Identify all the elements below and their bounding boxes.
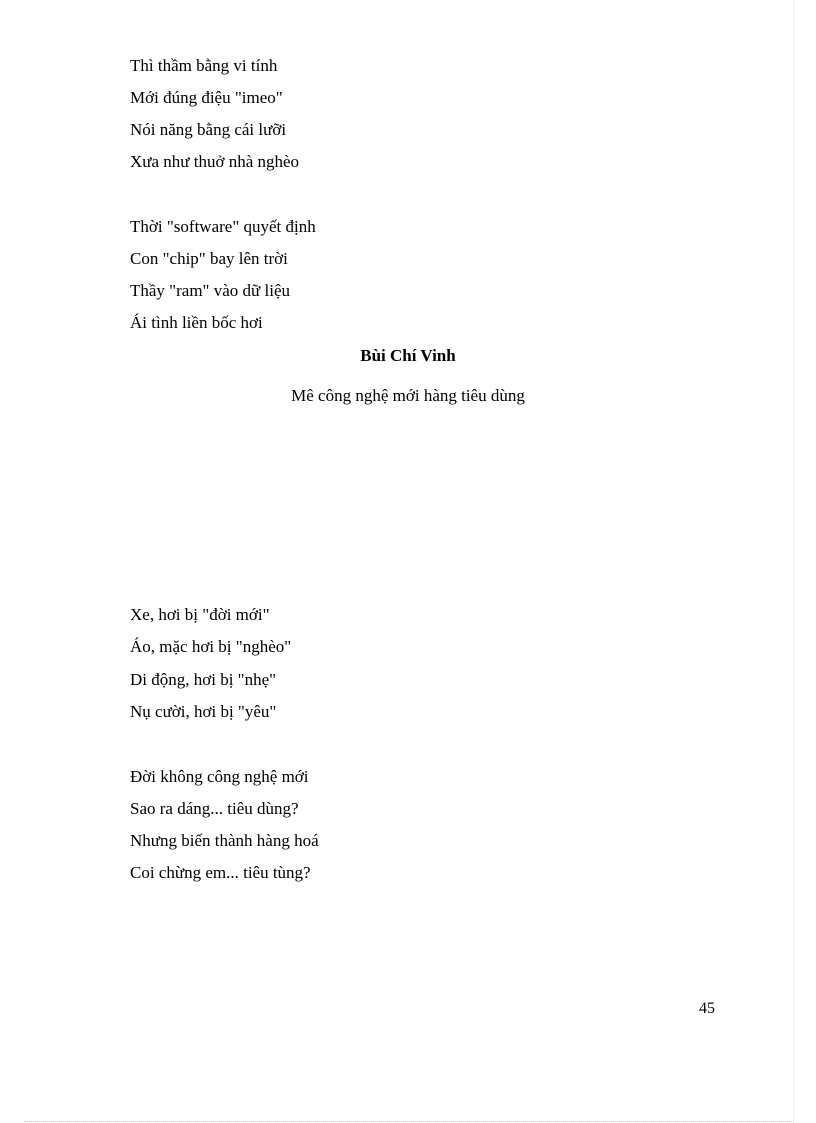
poem-line: Ái tình liền bốc hơi (130, 313, 263, 332)
poem-title: Mê công nghệ mới hàng tiêu dùng (291, 386, 525, 405)
poem-line: Con "chip" bay lên trời (130, 249, 288, 268)
poem-line: Đời không công nghệ mới (130, 767, 309, 786)
poem-line: Di động, hơi bị "nhẹ" (130, 670, 277, 689)
poem-line: Thì thầm bằng vi tính (130, 56, 278, 75)
poem-line: Xưa như thuở nhà nghèo (130, 152, 300, 171)
poem-line: Xe, hơi bị "đời mới" (130, 605, 270, 624)
poem-line: Áo, mặc hơi bị "nghèo" (130, 637, 292, 656)
page-side-border (793, 0, 794, 1123)
poem-line: Coi chừng em... tiêu tùng? (130, 863, 311, 882)
poem-line: Nhưng biến thành hàng hoá (130, 831, 319, 850)
poem-author: Bùi Chí Vinh (360, 346, 456, 365)
poem-line: Thời "software" quyết định (130, 217, 316, 236)
page-bottom-border (24, 1121, 792, 1122)
poem-line: Sao ra dáng... tiêu dùng? (130, 799, 299, 818)
page-number: 45 (699, 1000, 715, 1017)
poem-line: Mới đúng điệu "imeo" (130, 88, 283, 107)
poem-line: Nói năng bằng cái lưỡi (130, 120, 287, 139)
poem-line: Nụ cười, hơi bị "yêu" (130, 702, 277, 721)
poem-line: Thầy "ram" vào dữ liệu (130, 281, 290, 300)
